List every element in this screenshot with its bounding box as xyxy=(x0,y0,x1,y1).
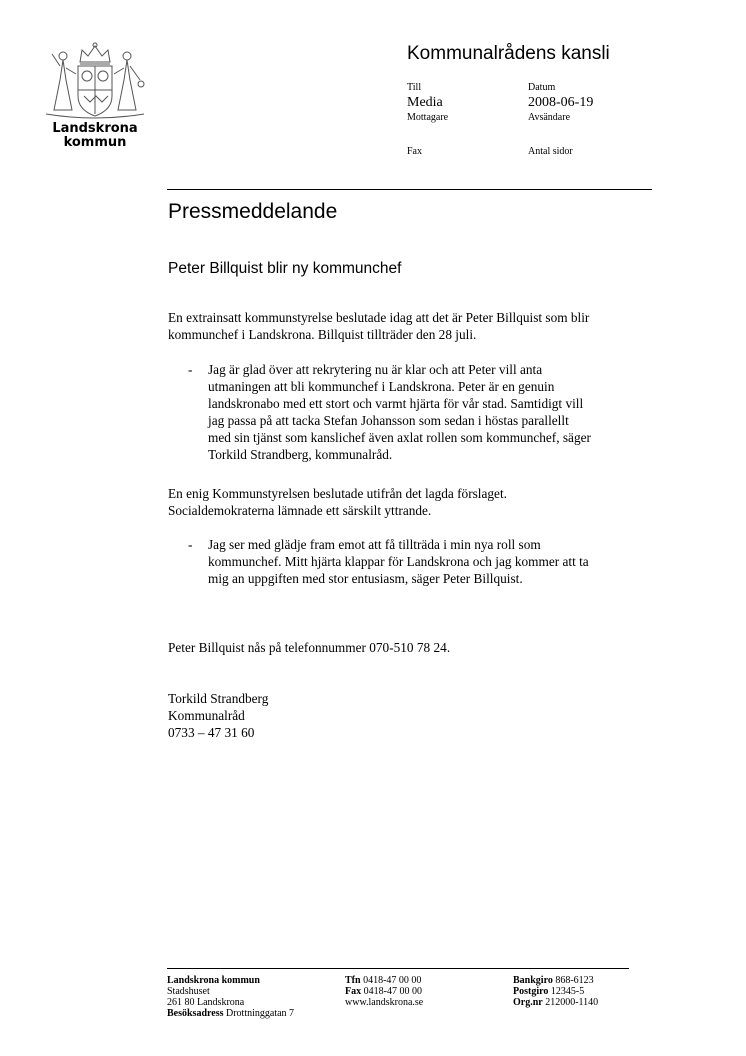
footer-visit-value: Drottninggatan 7 xyxy=(226,1008,295,1019)
quote-line: utmaningen att bli kommunchef i Landskrona. Peter är en genuin xyxy=(208,379,555,394)
antal-sidor-label: Antal sidor xyxy=(528,146,573,157)
footer-tfn-label: Tfn xyxy=(345,975,361,986)
footer-web-link[interactable]: www.landskrona.se xyxy=(345,997,424,1008)
datum-label: Datum xyxy=(528,82,556,93)
footer-col-bank xyxy=(513,975,598,1008)
contact-line: Peter Billquist nås på telefonnummer 070-510 78 24. xyxy=(168,640,451,655)
footer-visit-label: Besöksadress xyxy=(167,1008,224,1019)
quote-line: kommunchef. Mitt hjärta klappar för Landskrona och jag kommer att ta xyxy=(208,554,589,569)
footer-address-line: Stadshuset xyxy=(167,986,210,997)
quote-line: med sin tjänst som kanslichef även axlat rollen som kommunchef, säger xyxy=(208,430,591,445)
quote-line: landskronabo med ett stort och varmt hjärta för vår stad. Samtidigt vill xyxy=(208,396,584,411)
fax-label: Fax xyxy=(407,146,422,157)
logo xyxy=(40,40,150,150)
footer-postgiro-label: Postgiro xyxy=(513,986,549,997)
till-label: Till xyxy=(407,82,422,93)
quote-line: mig an uppgiften med stor entusiasm, säger Peter Billquist. xyxy=(208,571,523,586)
footer-bankgiro-value: 868-6123 xyxy=(555,975,594,986)
signature-phone: 0733 – 47 31 60 xyxy=(168,725,255,740)
mottagare-label: Mottagare xyxy=(407,112,449,123)
signature-title: Kommunalråd xyxy=(168,708,245,723)
office-title: Kommunalrådens kansli xyxy=(407,43,610,64)
paragraph-1-line: En extrainsatt kommunstyrelse beslutade idag att det är Peter Billquist som blir xyxy=(168,310,590,325)
logo-name-line1: Landskrona xyxy=(52,121,138,136)
quote-line: Jag ser med glädje fram emot att få tillträda i min nya roll som xyxy=(208,537,541,552)
footer-postgiro-value: 12345-5 xyxy=(550,986,585,997)
footer-col-address xyxy=(167,975,294,1019)
till-value: Media xyxy=(407,95,443,110)
footer-tfn-value: 0418-47 00 00 xyxy=(363,975,422,986)
quote-2-dash: - xyxy=(188,537,193,552)
signature-name: Torkild Strandberg xyxy=(168,691,269,706)
paragraph-1 xyxy=(168,309,658,343)
footer-orgnr-label: Org.nr xyxy=(513,997,543,1008)
document-title: Pressmeddelande xyxy=(168,200,338,223)
paragraph-2-line: Socialdemokraterna lämnade ett särskilt yttrande. xyxy=(168,503,432,518)
quote-2 xyxy=(208,536,658,587)
footer-org: Landskrona kommun xyxy=(167,975,260,986)
quote-1-dash: - xyxy=(188,362,193,377)
coat-of-arms-icon xyxy=(40,40,150,122)
footer-fax-label: Fax xyxy=(345,986,362,997)
footer-col-contact xyxy=(345,975,423,1008)
logo-name-line2: kommun xyxy=(63,135,127,150)
paragraph-2 xyxy=(168,485,658,519)
footer-fax-value: 0418-47 00 00 xyxy=(363,986,422,997)
footer-divider xyxy=(167,968,629,969)
quote-line: Jag är glad över att rekrytering nu är klar och att Peter vill anta xyxy=(208,362,543,377)
footer-address-line: 261 80 Landskrona xyxy=(167,997,245,1008)
footer-orgnr-value: 212000-1140 xyxy=(545,997,599,1008)
document-subtitle: Peter Billquist blir ny kommunchef xyxy=(168,260,402,277)
avsandare-label: Avsändare xyxy=(528,112,571,123)
quote-line: jag passa på att tacka Stefan Johansson som sedan i höstas parallellt xyxy=(208,413,569,428)
paragraph-2-line: En enig Kommunstyrelsen beslutade utifrån det lagda förslaget. xyxy=(168,486,507,501)
quote-1 xyxy=(208,361,658,463)
header-divider xyxy=(167,189,652,190)
signature xyxy=(168,690,658,741)
footer-bankgiro-label: Bankgiro xyxy=(513,975,553,986)
datum-value: 2008-06-19 xyxy=(528,95,594,110)
quote-line: Torkild Strandberg, kommunalråd. xyxy=(208,447,393,462)
paragraph-1-line: kommunchef i Landskrona. Billquist tillträder den 28 juli. xyxy=(168,327,477,342)
